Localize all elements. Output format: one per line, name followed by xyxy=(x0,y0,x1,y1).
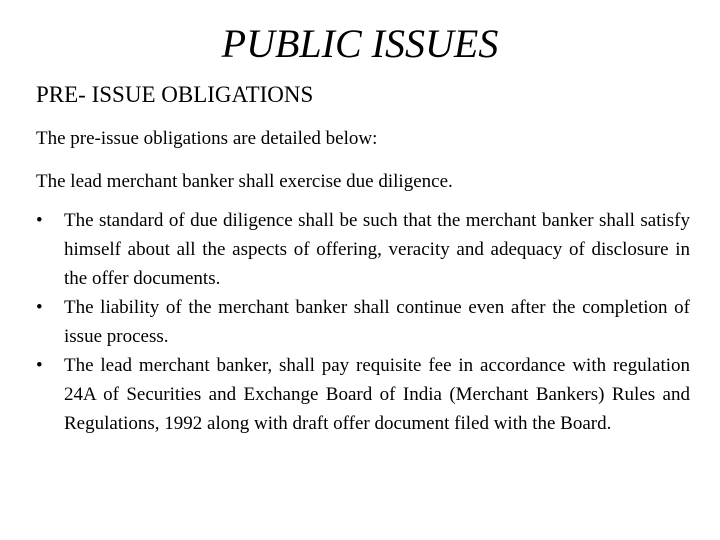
bullet-icon: • xyxy=(36,355,43,376)
list-item-text: The lead merchant banker, shall pay requisite fee in accordance with regulation 24A of Securities and Exchange Board of India (Merchant Bankers) Rules and Regulations, 1992 along with draft offer document filed with the Board. xyxy=(64,355,690,434)
list-item xyxy=(36,293,690,351)
bullet-icon: • xyxy=(36,210,43,231)
lead-paragraph: The lead merchant banker shall exercise due diligence. xyxy=(36,171,453,192)
list-item-text: The standard of due diligence shall be such that the merchant banker shall satisfy himself about all the aspects of offering, veracity and adequacy of disclosure in the offer documents. xyxy=(64,210,690,289)
list-item xyxy=(36,351,690,438)
list-item xyxy=(36,206,690,293)
obligations-list xyxy=(36,206,690,438)
intro-paragraph: The pre-issue obligations are detailed below: xyxy=(36,128,378,149)
slide-title: PUBLIC ISSUES xyxy=(221,21,499,66)
bullet-icon: • xyxy=(36,297,43,318)
section-heading: PRE- ISSUE OBLIGATIONS xyxy=(36,82,314,107)
list-item-text: The liability of the merchant banker shall continue even after the completion of issue process. xyxy=(64,297,690,347)
